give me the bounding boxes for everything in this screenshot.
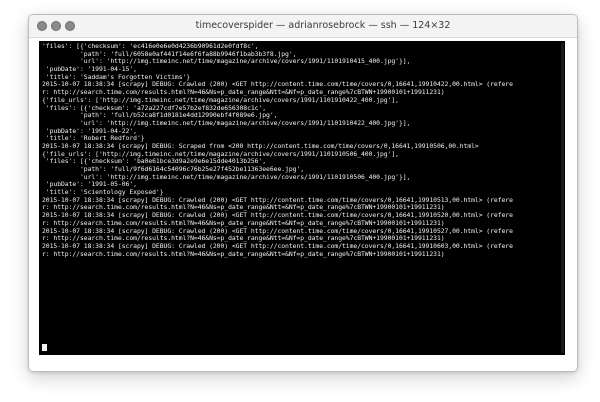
terminal-line: r: http://search.time.com/results.html?N=46&Ns=p_date_range&Ntt=&Nf=p_date_range%7cBTWN+19900101+19911231) [42,89,445,97]
terminal-line: 'pubDate': '1991-04-15', [42,66,137,74]
terminal-line: {'file_urls': ['http://img.timeinc.net/time/magazine/archive/covers/1991/1101910506_400.jpg'], [42,150,399,158]
terminal-line: 'files': [{'checksum': 'a72a227cdf7e57b2ef832de656308c1c', [42,104,267,112]
zoom-window-button[interactable] [65,21,75,31]
terminal-line: 'path': 'full/9f6d6164c54096c76b25e27f452be11363ee6ee.jpg', [42,166,305,173]
terminal-line: 'url': 'http://img.timeinc.net/time/magazine/archive/covers/1991/1101910422_400.jpg'}], [42,119,411,127]
terminal-line: 'files': [{'checksum': 'ba0e61bce3d9a2e9e6e15dde4013b256', [42,158,267,166]
terminal-line: 2015-10-07 18:38:34 [scrapy] DEBUG: Crawled (200) <GET http://content.time.com/time/covers/0,16641,19910527,00.html> (refere [42,227,513,235]
terminal-line: 'url': 'http://img.timeinc.net/time/magazine/archive/covers/1991/1101910506_400.jpg'}], [42,173,411,181]
terminal-line: 'title': 'Robert Redford'} [42,135,145,143]
terminal-line: r: http://search.time.com/results.html?N=46&Ns=p_date_range&Ntt=&Nf=p_date_range%7cBTWN+19900101+19911231) [42,250,445,258]
terminal-line: 2015-10-07 18:38:34 [scrapy] DEBUG: Crawled (200) <GET http://content.time.com/time/covers/0,16641,19910603,00.html> (refere [42,242,513,250]
terminal-line: 'url': 'http://img.timeinc.net/time/magazine/archive/covers/1991/1101910415_400.jpg'}], [42,58,411,66]
title-bar[interactable] [29,15,577,38]
window-title: timecoverspider — adrianrosebrock — ssh — 124×32 [195,20,451,31]
close-window-button[interactable] [37,21,47,31]
terminal-lines [42,43,563,258]
terminal-line: 2015-10-07 18:38:34 [scrapy] DEBUG: Scraped from <200 http://content.time.com/time/covers/0,16641,19910506,00.html> [42,142,479,150]
terminal-cursor [42,344,47,351]
terminal-line: r: http://search.time.com/results.html?N=46&Ns=p_date_range&Ntt=&Nf=p_date_range%7cBTWN+19900101+19911231) [42,235,445,243]
terminal-line: 'pubDate': '1991-04-22', [42,127,137,135]
terminal-line: 'path': 'full/6058e0af441f14e6f6fa88b9946f1bab3b3f8.jpg', [42,50,297,58]
terminal-line: 'pubDate': '1991-05-06', [42,181,137,189]
terminal-window [28,14,578,372]
terminal-line: 2015-10-07 18:38:34 [scrapy] DEBUG: Crawled (200) <GET http://content.time.com/time/covers/0,16641,19910513,00.html> (refere [42,196,513,204]
terminal-line: 2015-10-07 18:38:34 [scrapy] DEBUG: Crawled (200) <GET http://content.time.com/time/covers/0,16641,19910422,00.html> (refere [42,81,513,89]
terminal-line: 'title': 'Scientology Exposed'} [42,189,164,197]
terminal-line: 2015-10-07 18:38:34 [scrapy] DEBUG: Crawled (200) <GET http://content.time.com/time/covers/0,16641,19910520,00.html> (refere [42,212,513,220]
terminal-line: 'path': 'full/b52ca8f1d0181e4dd12990ebf4f089e6.jpg', [42,112,278,120]
terminal-line: 'files': [{'checksum': 'ec416e0e6e0d4236b90961d2e0fdf8c', [42,43,259,50]
terminal-output[interactable] [39,41,565,355]
minimize-window-button[interactable] [51,21,61,31]
terminal-line: r: http://search.time.com/results.html?N=46&Ns=p_date_range&Ntt=&Nf=p_date_range%7cBTWN+19900101+19911231) [42,204,445,212]
terminal-line: {'file_urls': ['http://img.timeinc.net/time/magazine/archive/covers/1991/1101910422_400.jpg'], [42,96,399,104]
terminal-scrollbar[interactable] [561,43,564,353]
terminal-line: 'title': 'Saddam's Forgotten Victims'} [42,73,191,81]
terminal-line: r: http://search.time.com/results.html?N=46&Ns=p_date_range&Ntt=&Nf=p_date_range%7cBTWN+19900101+19911231) [42,219,445,227]
